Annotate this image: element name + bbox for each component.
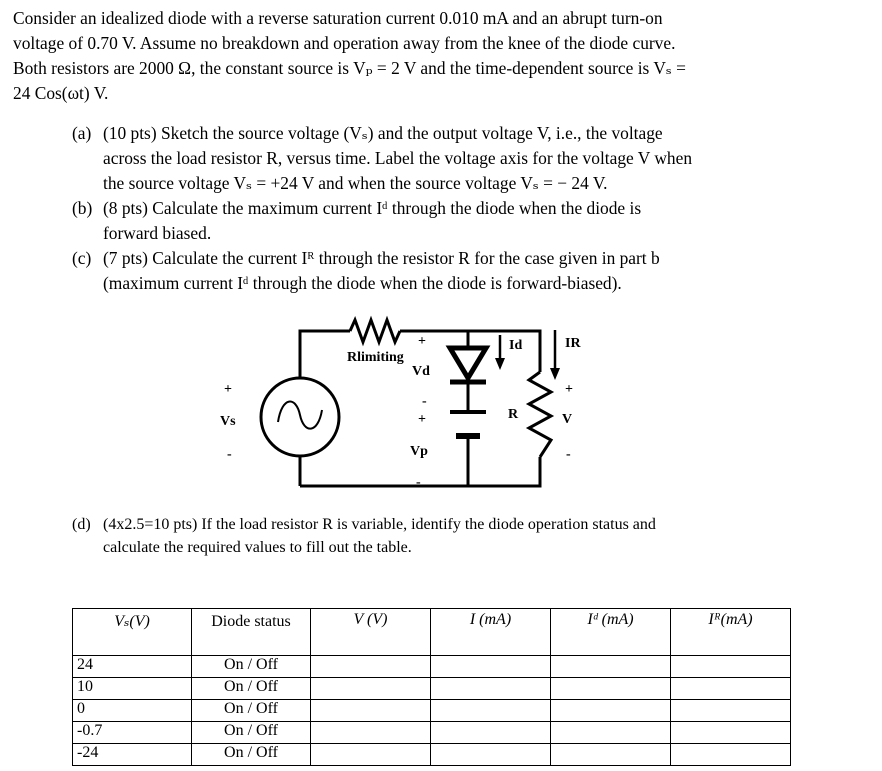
r-load-symbol	[529, 372, 551, 457]
vd-plus: +	[418, 334, 426, 349]
vs-label: Vs	[220, 414, 236, 429]
part-d-line-1: (4x2.5=10 pts) If the load resistor R is variable, identify the diode operation status and	[103, 516, 656, 533]
table-row	[73, 700, 791, 722]
part-a-line-1: (10 pts) Sketch the source voltage (Vₛ) and the output voltage V, i.e., the voltage	[103, 123, 663, 143]
circuit-diagram	[200, 300, 600, 495]
id-label: Id	[509, 338, 523, 353]
vs-plus: +	[224, 382, 232, 397]
cell-ir[interactable]	[671, 678, 791, 700]
part-c-line-1: (7 pts) Calculate the current Iᴿ through the resistor R for the case given in part b	[103, 248, 660, 268]
table-row	[73, 656, 791, 678]
v-minus: -	[566, 447, 571, 462]
vp-plus: +	[418, 412, 426, 427]
cell-v[interactable]	[311, 744, 431, 766]
intro-line-3: Both resistors are 2000 Ω, the constant source is Vₚ = 2 V and the time-dependent source is Vₛ =	[13, 58, 686, 78]
part-b-label: (b)	[72, 198, 93, 218]
cell-status[interactable]: On / Off	[192, 678, 311, 700]
v-label: V	[562, 412, 573, 427]
cell-vs: -0.7	[73, 722, 192, 744]
header-id: Iᵈ (mA)	[551, 609, 671, 656]
cell-status[interactable]: On / Off	[192, 722, 311, 744]
vs-minus: -	[227, 447, 232, 462]
vd-minus: -	[422, 394, 427, 409]
cell-status[interactable]: On / Off	[192, 656, 311, 678]
part-a-line-2: across the load resistor R, versus time. Label the voltage axis for the voltage V when	[103, 148, 693, 168]
cell-id[interactable]	[551, 744, 671, 766]
cell-v[interactable]	[311, 722, 431, 744]
cell-vs: 0	[73, 700, 192, 722]
header-vs: Vₛ(V)	[73, 609, 192, 656]
table-row	[73, 722, 791, 744]
part-c-label: (c)	[72, 248, 92, 268]
header-v: V (V)	[311, 609, 431, 656]
intro-line-4: 24 Cos(ωt) V.	[13, 83, 109, 103]
question-parts	[72, 121, 852, 296]
id-arrowhead-icon	[495, 358, 505, 370]
cell-i[interactable]	[431, 700, 551, 722]
r-limiting-symbol	[350, 320, 400, 342]
cell-vs: 10	[73, 678, 192, 700]
cell-id[interactable]	[551, 656, 671, 678]
cell-id[interactable]	[551, 678, 671, 700]
cell-v[interactable]	[311, 700, 431, 722]
cell-v[interactable]	[311, 678, 431, 700]
part-b-line-2: forward biased.	[103, 223, 212, 243]
vd-label: Vd	[412, 364, 430, 379]
r-label: R	[508, 407, 519, 422]
intro-line-1: Consider an idealized diode with a reverse saturation current 0.010 mA and an abrupt turn-on	[13, 8, 663, 28]
header-ir: Iᴿ(mA)	[671, 609, 791, 656]
cell-v[interactable]	[311, 656, 431, 678]
header-i: I (mA)	[431, 609, 551, 656]
cell-i[interactable]	[431, 678, 551, 700]
part-b-line-1: (8 pts) Calculate the maximum current Iᵈ through the diode when the diode is	[103, 198, 642, 218]
cell-id[interactable]	[551, 722, 671, 744]
cell-id[interactable]	[551, 700, 671, 722]
answer-table	[72, 608, 791, 766]
diode-icon	[450, 348, 486, 378]
cell-status[interactable]: On / Off	[192, 744, 311, 766]
r-limiting-label: Rlimiting	[347, 350, 404, 365]
header-diode-status: Diode status	[192, 609, 311, 656]
vp-label: Vp	[410, 444, 428, 459]
table-row	[73, 744, 791, 766]
table-header-row	[73, 609, 791, 656]
ir-arrowhead-icon	[550, 368, 560, 380]
problem-statement	[13, 6, 873, 106]
cell-vs: -24	[73, 744, 192, 766]
cell-ir[interactable]	[671, 656, 791, 678]
cell-status[interactable]: On / Off	[192, 700, 311, 722]
part-d-line-2: calculate the required values to fill out the table.	[103, 539, 412, 556]
part-d	[72, 513, 852, 559]
part-a	[72, 121, 852, 196]
cell-ir[interactable]	[671, 700, 791, 722]
part-a-line-3: the source voltage Vₛ = +24 V and when the source voltage Vₛ = − 24 V.	[103, 173, 608, 193]
cell-ir[interactable]	[671, 744, 791, 766]
ir-label: IR	[565, 336, 581, 351]
part-c-line-2: (maximum current Iᵈ through the diode when the diode is forward-biased).	[103, 273, 622, 293]
cell-i[interactable]	[431, 744, 551, 766]
vp-minus: -	[416, 475, 421, 490]
cell-i[interactable]	[431, 722, 551, 744]
cell-i[interactable]	[431, 656, 551, 678]
cell-vs: 24	[73, 656, 192, 678]
table-row	[73, 678, 791, 700]
v-plus: +	[565, 382, 573, 397]
part-c	[72, 246, 852, 296]
part-d-label: (d)	[72, 516, 91, 533]
intro-line-2: voltage of 0.70 V. Assume no breakdown and operation away from the knee of the diode curve.	[13, 33, 676, 53]
part-a-label: (a)	[72, 123, 92, 143]
part-b	[72, 196, 852, 246]
cell-ir[interactable]	[671, 722, 791, 744]
